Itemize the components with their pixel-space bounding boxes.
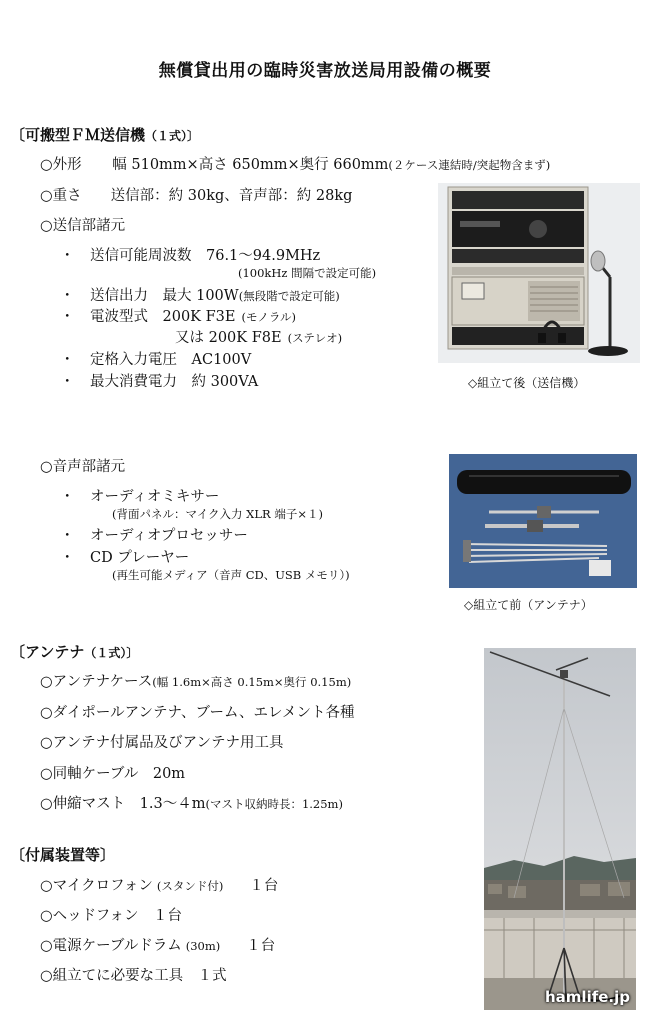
antenna-heading-count: （１式）〕 bbox=[84, 646, 139, 660]
transmitter-heading-text: 〔可搬型ＦＭ送信機 bbox=[10, 126, 146, 144]
antenna-tools-line: ○アンテナ付属品及びアンテナ用工具 bbox=[40, 735, 284, 751]
drum-note: (30m) bbox=[185, 939, 221, 953]
accessories-heading: 〔付属装置等〕 bbox=[10, 846, 116, 864]
processor-line: オーディオプロセッサー bbox=[90, 528, 248, 544]
power-line bbox=[90, 284, 340, 305]
bullet: ・ bbox=[60, 374, 75, 390]
antenna-heading bbox=[10, 641, 138, 662]
mode2-line bbox=[175, 326, 342, 347]
weight-line: ○重さ 送信部：約 30kg、音声部：約 28kg bbox=[40, 188, 353, 204]
freq-line: 送信可能周波数 76.1〜94.9MHz bbox=[90, 248, 321, 264]
transmitter-heading bbox=[10, 124, 199, 145]
mast-note: (マスト収納時長：1.25m) bbox=[205, 797, 343, 811]
bullet: ・ bbox=[60, 528, 75, 544]
mixer-line: オーディオミキサー bbox=[90, 489, 220, 505]
dims-note: (２ケース連結時/突起物含まず) bbox=[388, 158, 551, 172]
bullet: ・ bbox=[60, 489, 75, 505]
drum-line bbox=[40, 934, 275, 955]
antenna-parts-caption: ◇組立て前（アンテナ） bbox=[464, 598, 593, 612]
mode1-line bbox=[90, 305, 296, 326]
transmitter-photo bbox=[438, 183, 640, 363]
mic-line bbox=[40, 874, 278, 895]
dipole-line: ○ダイポールアンテナ、ブーム、エレメント各種 bbox=[40, 705, 355, 721]
mode2-text: 又は 200K F8E bbox=[175, 330, 282, 346]
tools-line: ○組立てに必要な工具 １式 bbox=[40, 968, 227, 984]
voltage-line: 定格入力電圧 AC100V bbox=[90, 352, 252, 368]
transmitter-photo-caption: ◇組立て後（送信機） bbox=[468, 376, 586, 390]
bullet: ・ bbox=[60, 550, 75, 566]
mic-qty: １台 bbox=[249, 878, 279, 894]
power-text: 送信出力 最大 100W bbox=[90, 288, 239, 304]
bullet: ・ bbox=[60, 288, 75, 304]
consumption-line: 最大消費電力 約 300VA bbox=[90, 374, 259, 390]
drum-text: ○電源ケーブルドラム bbox=[40, 938, 182, 954]
dims-label: ○外形 bbox=[40, 157, 82, 173]
cd-line: CD プレーヤー bbox=[90, 550, 190, 566]
bullet: ・ bbox=[60, 309, 75, 325]
drum-qty: １台 bbox=[246, 938, 276, 954]
hamlife-logo: hamlife.jp bbox=[545, 988, 630, 1006]
mixer-note: (背面パネル：マイク入力 XLR 端子×１) bbox=[112, 507, 323, 521]
antenna-case-line bbox=[40, 670, 351, 691]
mode1-text: 電波型式 200K F3E bbox=[90, 309, 236, 325]
bullet: ・ bbox=[60, 352, 75, 368]
page-title: 無償貸出用の臨時災害放送局用設備の概要 bbox=[158, 61, 492, 81]
specs-label: ○送信部諸元 bbox=[40, 218, 126, 234]
coax-line: ○同軸ケーブル 20m bbox=[40, 766, 186, 782]
mode2-note: (ステレオ) bbox=[287, 331, 343, 345]
antenna-parts-photo bbox=[449, 454, 637, 588]
mast-line bbox=[40, 792, 343, 813]
cd-note: (再生可能メディア（音声 CD、USB メモリ）) bbox=[112, 568, 350, 582]
headphone-line: ○ヘッドフォン １台 bbox=[40, 908, 182, 924]
freq-note: (100kHz 間隔で設定可能) bbox=[238, 266, 377, 280]
mic-note: (スタンド付) bbox=[156, 879, 224, 893]
dims-value: 幅 510mm×高さ 650mm×奥行 660mm bbox=[112, 157, 389, 173]
mast-text: ○伸縮マスト 1.3〜４m bbox=[40, 796, 206, 812]
antenna-case-text: ○アンテナケース bbox=[40, 674, 153, 690]
transmitter-heading-count: （１式）〕 bbox=[145, 129, 200, 143]
dims-line bbox=[40, 153, 550, 174]
antenna-case-note: (幅 1.6m×高さ 0.15m×奥行 0.15m) bbox=[152, 675, 352, 689]
bullet: ・ bbox=[60, 248, 75, 264]
mic-text: ○マイクロフォン bbox=[40, 878, 153, 894]
mode1-note: (モノラル) bbox=[241, 310, 297, 324]
antenna-heading-text: 〔アンテナ bbox=[10, 643, 85, 661]
audio-label: ○音声部諸元 bbox=[40, 459, 126, 475]
power-note: (無段階で設定可能) bbox=[238, 289, 340, 303]
mast-photo bbox=[484, 648, 636, 1010]
